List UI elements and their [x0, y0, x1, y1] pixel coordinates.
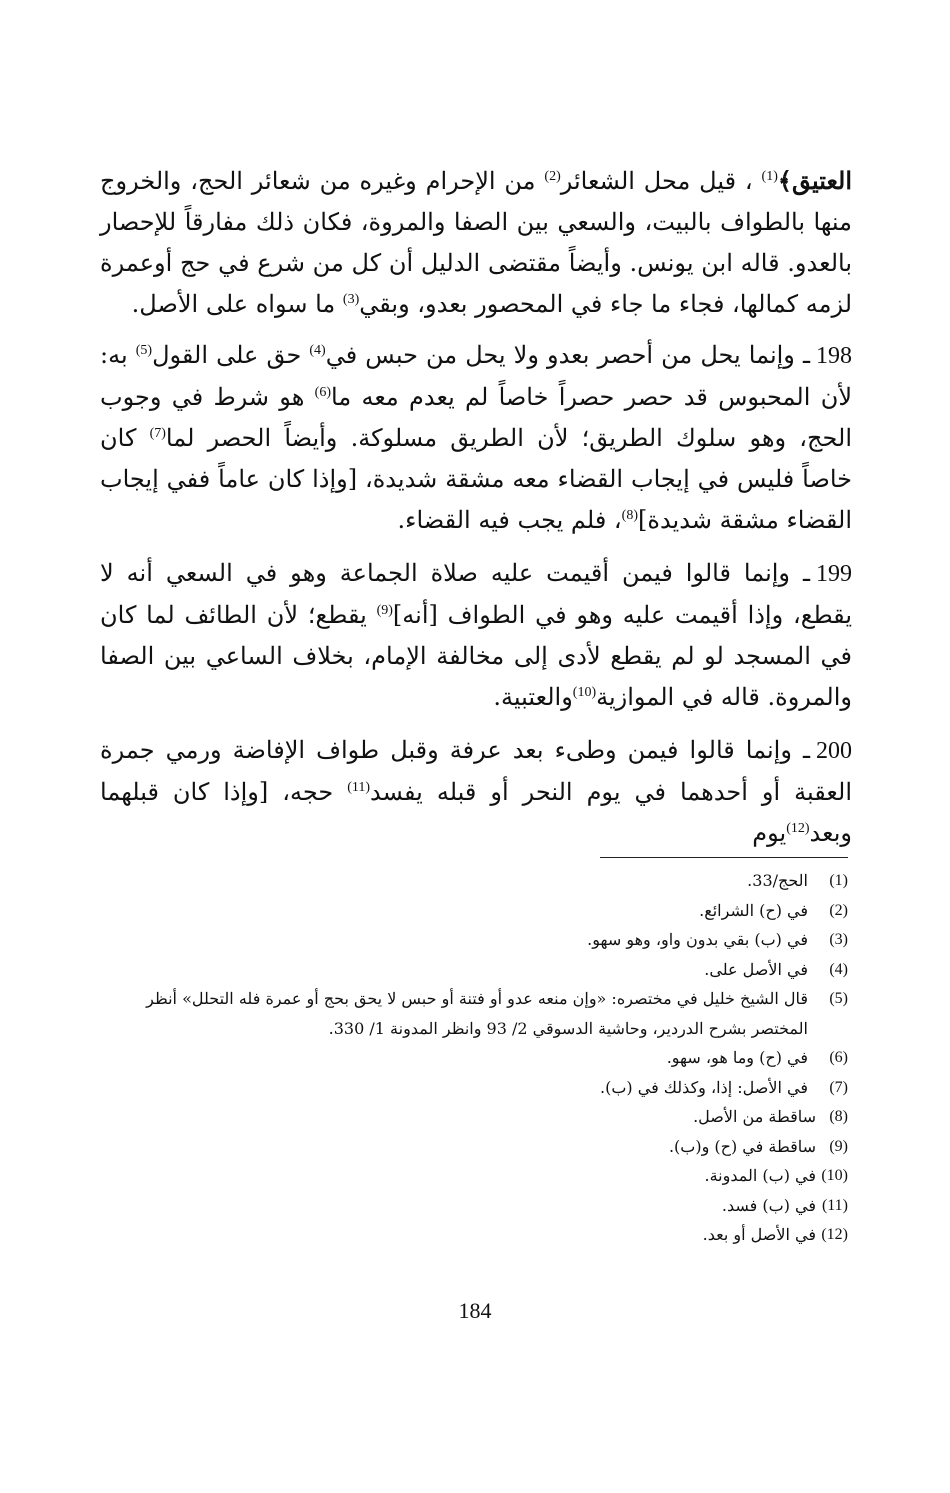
- footnote-2: [100, 896, 848, 926]
- footnote-ref[interactable]: (11): [347, 780, 371, 795]
- paragraph-198: [100, 335, 852, 541]
- footnote-number: (3): [829, 931, 848, 948]
- footnote-ref[interactable]: (3): [342, 292, 360, 307]
- footnote-4: [100, 955, 848, 985]
- footnote-number: (11): [821, 1196, 848, 1214]
- paragraph-text: ، قيل محل الشعائر: [560, 167, 762, 195]
- footnote-text: في الأصل على.: [704, 959, 808, 979]
- footnote-text: في (ب) المدونة.: [704, 1166, 816, 1185]
- footnote-5: [100, 984, 848, 1043]
- footnote-number: (10): [821, 1167, 848, 1184]
- paragraph-text: والعتبية.: [493, 683, 573, 711]
- footnote-6: [100, 1043, 848, 1073]
- footnote-3: [100, 925, 848, 955]
- footnote-1: [100, 866, 848, 896]
- paragraph-text: كان خاصاً فليس في إيجاب القضاء معه مشقة شديدة، [وإذا كان عاماً ففي إيجاب القضاء مشقة شديدة]: [100, 424, 852, 534]
- footnote-number: (9): [829, 1137, 848, 1155]
- paragraph-text: ما سواه على الأصل.: [131, 290, 343, 318]
- footnote-number: (2): [829, 901, 848, 919]
- footnote-ref[interactable]: (6): [314, 385, 331, 400]
- footnote-text: قال الشيخ خليل في مختصره: «وإن منعه عدو أو فتنة أو حبس لا يحق بحج أو عمرة فله التحلل» أنظر المختصر بشرح الدردير، وحاشية الدسوقي 2/ 93 وانظر المدونة 1/ 330.: [146, 989, 808, 1038]
- footnotes: [100, 866, 848, 1250]
- paragraph-text: هو شرط في وجوب الحج، وهو سلوك الطريق؛ لأن الطريق مسلوكة. وأيضاً الحصر لما: [100, 383, 852, 452]
- paragraph-text: به: لأن المحبوس قد حصر حصراً خاصاً لم يعدم معه ما: [100, 341, 853, 411]
- footnote-number: (6): [829, 1049, 848, 1066]
- footnote-divider: [600, 857, 848, 858]
- footnote-ref[interactable]: (1): [761, 169, 778, 184]
- footnote-11: [100, 1191, 848, 1221]
- footnote-number: (7): [829, 1078, 848, 1096]
- footnote-ref[interactable]: (10): [572, 685, 597, 700]
- paragraph-200: [100, 730, 852, 854]
- footnote-9: [100, 1132, 848, 1162]
- footnote-number: (12): [821, 1226, 848, 1243]
- paragraph-text: ـ وإنما يحل من أحصر بعدو ولا يحل من حبس في: [325, 341, 811, 369]
- paragraph-text: حجه، [وإذا كان قبلهما وبعد: [100, 778, 852, 847]
- footnote-text: في (ب) بقي بدون واو، وهو سهو.: [587, 930, 808, 949]
- footnote-number: (1): [829, 872, 848, 889]
- footnote-ref[interactable]: (5): [135, 343, 153, 358]
- footnote-text: في الأصل أو بعد.: [702, 1225, 816, 1244]
- paragraph-text: ، فلم يجب فيه القضاء.: [397, 506, 622, 534]
- quran-word: العتيق﴾: [777, 166, 852, 195]
- paragraph-text: من الإحرام وغيره من شعائر الحج، والخروج منها بالطواف بالبيت، والسعي بين الصفا والمروة، فكان ذلك مفارقاً للإحصار بالعدو. قاله ابن يونس. وأيضاً مقتضى الدليل أن كل من شرع في حج أوعمرة لزمه كمالها، فجاء ما جاء في المحصور بعدو، وبقي: [100, 167, 852, 318]
- footnote-ref[interactable]: (8): [621, 508, 639, 523]
- footnote-text: في (ح) الشرائع.: [699, 900, 808, 920]
- footnote-ref[interactable]: (12): [786, 821, 810, 836]
- footnote-text: ساقطة في (ح) و(ب).: [668, 1136, 816, 1156]
- footnote-text: في (ب) فسد.: [721, 1195, 816, 1215]
- footnote-text: ساقطة من الأصل.: [693, 1107, 816, 1126]
- footnote-text: في (ح) وما هو، سهو.: [666, 1048, 808, 1067]
- paragraph-199: [100, 553, 852, 718]
- footnote-7: [100, 1073, 848, 1103]
- footnote-number: (5): [829, 990, 848, 1007]
- paragraph-text: ـ وإنما قالوا فيمن أقيمت عليه صلاة الجماعة وهو في السعي أنه لا يقطع، وإذا أقيمت عليه وهو في الطواف [أنه]: [100, 559, 853, 629]
- paragraph-number: 199: [816, 561, 852, 587]
- footnote-ref[interactable]: (2): [544, 169, 561, 184]
- paragraph-text: حق على القول: [152, 341, 310, 369]
- paragraph-number: 200: [816, 738, 852, 764]
- footnote-ref[interactable]: (9): [376, 603, 393, 618]
- footnote-12: [100, 1220, 848, 1250]
- paragraph-text: يوم: [752, 819, 787, 847]
- footnote-ref[interactable]: (4): [309, 343, 326, 358]
- main-text: [100, 160, 852, 866]
- paragraph-continuation: [100, 160, 852, 325]
- footnote-ref[interactable]: (7): [149, 426, 166, 441]
- paragraph-number: 198: [816, 343, 853, 369]
- paragraph-text: ـ وإنما قالوا فيمن وطىء بعد عرفة وقبل طواف الإفاضة ورمي جمرة العقبة أو أحدهما في يوم النحر أو قبله يفسد: [100, 736, 852, 806]
- page-number: 184: [458, 1298, 492, 1323]
- footnote-10: [100, 1161, 848, 1191]
- footnote-8: [100, 1102, 848, 1132]
- paragraph-text: يقطع؛ لأن الطائف لما كان في المسجد لو لم يقطع لأدى إلى مخالفة الإمام، بخلاف الساعي بين الصفا والمروة. قاله في الموازية: [100, 601, 852, 711]
- footnote-text: في الأصل: إذا، وكذلك في (ب).: [600, 1077, 808, 1097]
- footnote-number: (8): [829, 1108, 848, 1125]
- footnote-text: الحج/33.: [747, 871, 808, 890]
- footnote-number: (4): [829, 960, 848, 978]
